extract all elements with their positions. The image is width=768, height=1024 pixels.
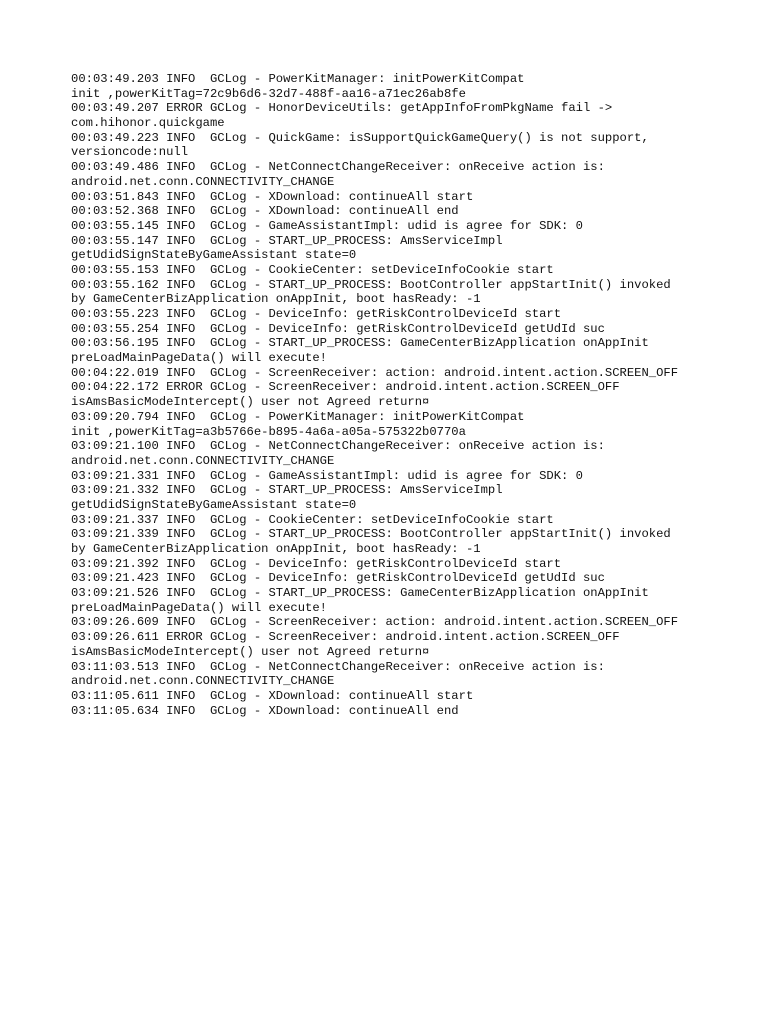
log-line: 03:09:21.337 INFO GCLog - CookieCenter: setDeviceInfoCookie start — [71, 512, 554, 527]
log-line: 03:09:21.423 INFO GCLog - DeviceInfo: getRiskControlDeviceId getUdId suc — [71, 571, 605, 586]
log-line: 00:03:49.203 INFO GCLog - PowerKitManager: initPowerKitCompat — [71, 72, 525, 86]
log-line: by GameCenterBizApplication onAppInit, boot hasReady: -1 — [71, 292, 481, 307]
log-line: 00:03:49.486 INFO GCLog - NetConnectChangeReceiver: onReceive action is: — [71, 160, 605, 175]
log-line: 00:04:22.019 INFO GCLog - ScreenReceiver: action: android.intent.action.SCREEN_OFF — [71, 365, 679, 380]
log-line: 03:09:21.332 INFO GCLog - START_UP_PROCESS: AmsServiceImpl — [71, 483, 503, 498]
log-line: android.net.conn.CONNECTIVITY_CHANGE — [71, 453, 335, 468]
log-line: init ,powerKitTag=72c9b6d6-32d7-488f-aa16-a71ec26ab8fe — [71, 86, 466, 101]
log-line: 03:09:21.100 INFO GCLog - NetConnectChangeReceiver: onReceive action is: — [71, 439, 605, 454]
log-line: 03:11:05.634 INFO GCLog - XDownload: continueAll end — [71, 703, 459, 718]
log-line: 00:04:22.172 ERROR GCLog - ScreenReceiver: android.intent.action.SCREEN_OFF — [71, 380, 620, 395]
log-line: android.net.conn.CONNECTIVITY_CHANGE — [71, 174, 335, 189]
log-line: versioncode:null — [71, 145, 189, 160]
log-line: 03:09:26.609 INFO GCLog - ScreenReceiver: action: android.intent.action.SCREEN_OFF — [71, 615, 679, 630]
log-line: 00:03:52.368 INFO GCLog - XDownload: continueAll end — [71, 204, 459, 219]
log-line: 00:03:55.145 INFO GCLog - GameAssistantImpl: udid is agree for SDK: 0 — [71, 218, 583, 233]
log-line: getUdidSignStateByGameAssistant state=0 — [71, 248, 357, 263]
log-line: 00:03:49.223 INFO GCLog - QuickGame: isSupportQuickGameQuery() is not support, — [71, 130, 649, 145]
log-line: 03:09:26.611 ERROR GCLog - ScreenReceiver: android.intent.action.SCREEN_OFF — [71, 630, 620, 645]
log-line: 00:03:55.153 INFO GCLog - CookieCenter: setDeviceInfoCookie start — [71, 262, 554, 277]
log-line: 00:03:49.207 ERROR GCLog - HonorDeviceUtils: getAppInfoFromPkgName fail -> — [71, 101, 613, 116]
log-line: getUdidSignStateByGameAssistant state=0 — [71, 497, 357, 512]
log-line: 00:03:56.195 INFO GCLog - START_UP_PROCESS: GameCenterBizApplication onAppInit — [71, 336, 649, 351]
log-line: 00:03:55.254 INFO GCLog - DeviceInfo: getRiskControlDeviceId getUdId suc — [71, 321, 605, 336]
log-line: 03:09:21.339 INFO GCLog - START_UP_PROCESS: BootController appStartInit() invoked — [71, 527, 671, 542]
log-line: preLoadMainPageData() will execute! — [71, 351, 327, 366]
log-line: 00:03:55.223 INFO GCLog - DeviceInfo: getRiskControlDeviceId start — [71, 307, 562, 321]
log-text-block — [71, 72, 751, 718]
log-line: com.hihonor.quickgame — [71, 116, 225, 131]
log-line: 03:09:21.392 INFO GCLog - DeviceInfo: getRiskControlDeviceId start — [71, 556, 562, 571]
log-line: by GameCenterBizApplication onAppInit, boot hasReady: -1 — [71, 542, 481, 556]
log-line: init ,powerKitTag=a3b5766e-b895-4a6a-a05a-575322b0770a — [71, 424, 466, 439]
log-line: 00:03:51.843 INFO GCLog - XDownload: continueAll start — [71, 189, 474, 204]
log-line: 03:09:21.331 INFO GCLog - GameAssistantImpl: udid is agree for SDK: 0 — [71, 468, 583, 483]
log-line: 00:03:55.147 INFO GCLog - START_UP_PROCESS: AmsServiceImpl — [71, 233, 503, 248]
log-line: 00:03:55.162 INFO GCLog - START_UP_PROCESS: BootController appStartInit() invoked — [71, 277, 671, 292]
log-line: 03:11:05.611 INFO GCLog - XDownload: continueAll start — [71, 688, 474, 703]
log-line: 03:11:03.513 INFO GCLog - NetConnectChangeReceiver: onReceive action is: — [71, 659, 605, 674]
log-line: android.net.conn.CONNECTIVITY_CHANGE — [71, 674, 335, 689]
log-line: 03:09:20.794 INFO GCLog - PowerKitManager: initPowerKitCompat — [71, 409, 525, 424]
log-line: isAmsBasicModeIntercept() user not Agreed return¤ — [71, 644, 430, 659]
log-line: isAmsBasicModeIntercept() user not Agreed return¤ — [71, 395, 430, 410]
log-line: 03:09:21.526 INFO GCLog - START_UP_PROCESS: GameCenterBizApplication onAppInit — [71, 586, 649, 601]
log-line: preLoadMainPageData() will execute! — [71, 600, 327, 615]
